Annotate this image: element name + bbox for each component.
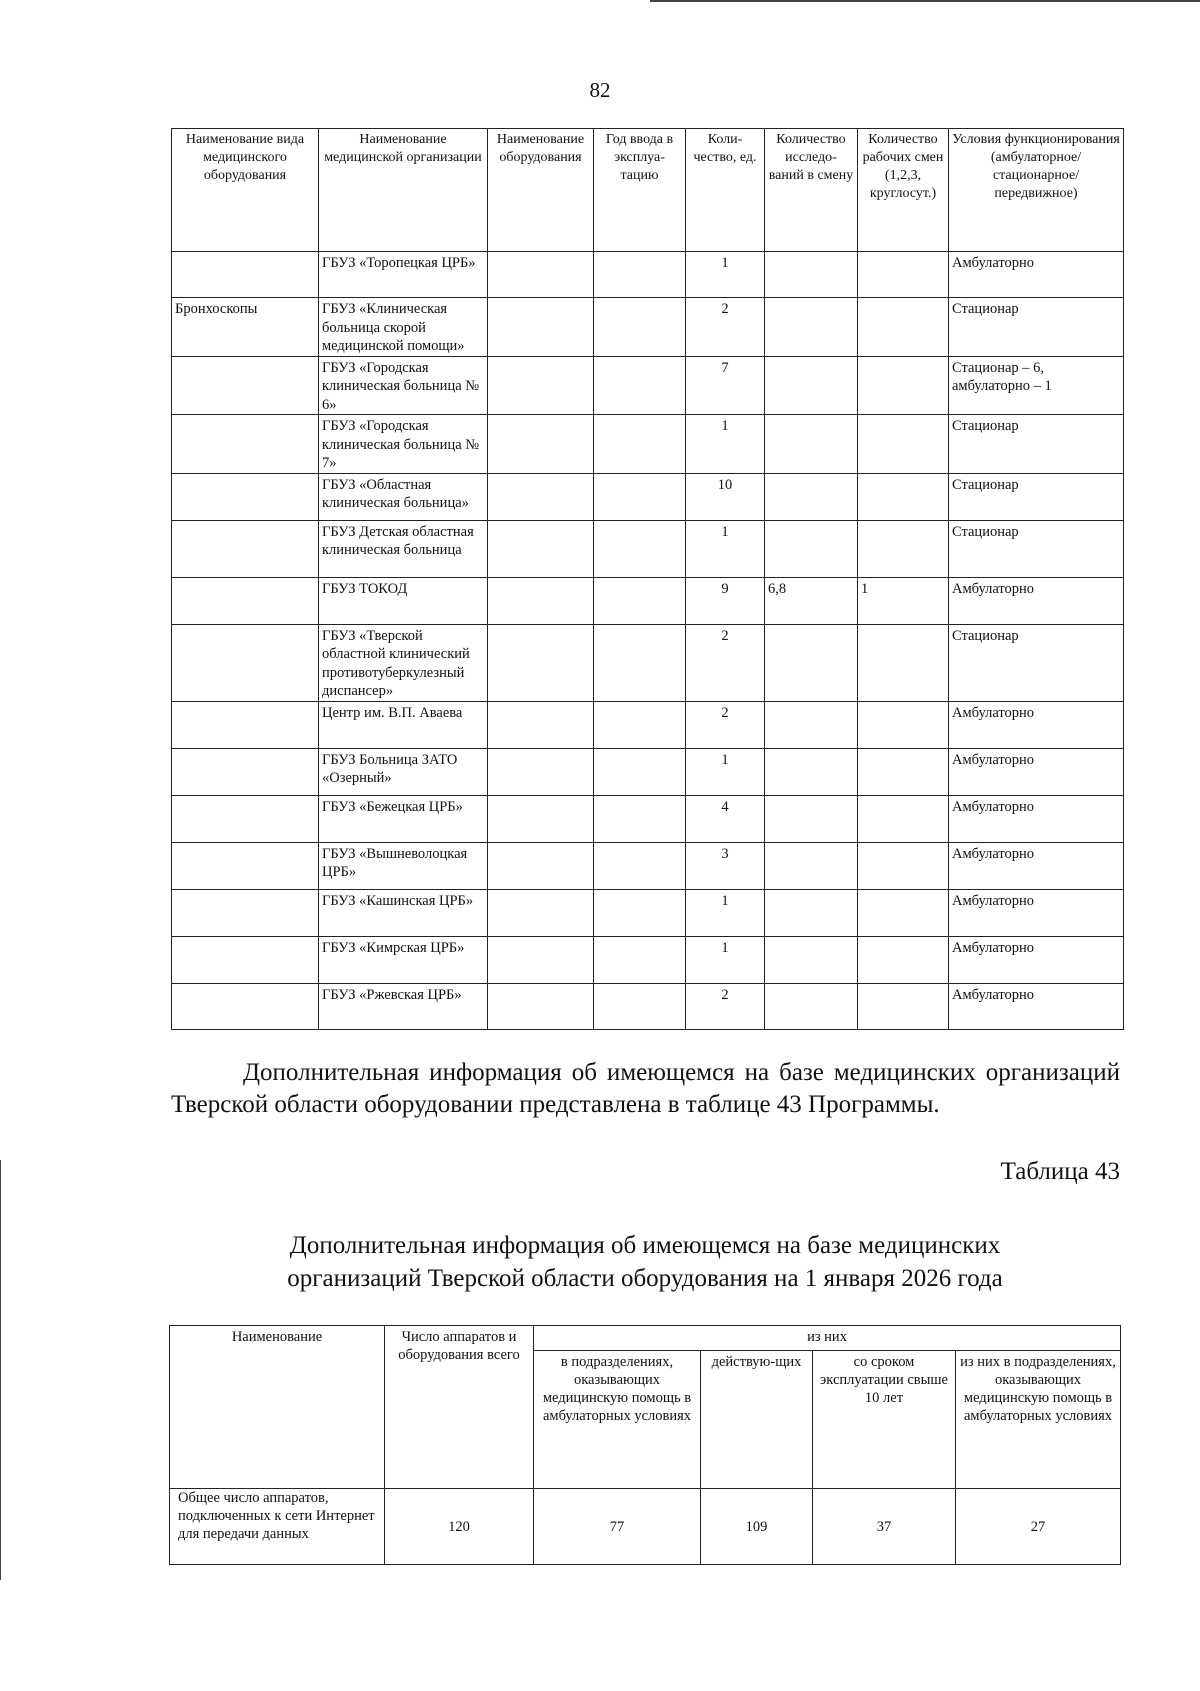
cell-conditions: Амбулаторно xyxy=(949,983,1124,1029)
cell-research-count xyxy=(765,936,858,983)
cell-shifts xyxy=(858,356,949,415)
cell-equipment-name xyxy=(488,252,594,298)
cell-conditions: Амбулаторно xyxy=(949,795,1124,842)
cell-research-count xyxy=(765,889,858,936)
cell-shifts xyxy=(858,473,949,520)
header-organization: Наименование медицинской организации xyxy=(319,129,488,252)
cell-equipment-name xyxy=(488,701,594,748)
cell-equipment-type xyxy=(172,842,319,889)
header-equipment-name: Наименование оборудования xyxy=(488,129,594,252)
table-caption xyxy=(150,1229,1140,1295)
cell-organization: Центр им. В.П. Аваева xyxy=(319,701,488,748)
cell-research-count xyxy=(765,252,858,298)
cell-quantity: 7 xyxy=(686,356,765,415)
t2-header-ambulatory: в подразделениях, оказывающих медицинскую помощь в амбулаторных условиях xyxy=(534,1351,701,1489)
cell-research-count: 6,8 xyxy=(765,577,858,624)
page-number: 82 xyxy=(589,78,611,102)
header-equipment-type: Наименование вида медицинского оборудования xyxy=(172,129,319,252)
cell-equipment-name xyxy=(488,624,594,701)
t2-header-name: Наименование xyxy=(170,1326,385,1489)
cell-equipment-type xyxy=(172,795,319,842)
cell-quantity: 2 xyxy=(686,983,765,1029)
cell-year xyxy=(594,473,686,520)
cell-organization: ГБУЗ «Торопецкая ЦРБ» xyxy=(319,252,488,298)
cell-shifts xyxy=(858,983,949,1029)
cell-organization: ГБУЗ «Ржевская ЦРБ» xyxy=(319,983,488,1029)
cell-equipment-type xyxy=(172,520,319,577)
header-conditions: Условия функционирования (амбулаторное/ стационарное/ передвижное) xyxy=(949,129,1124,252)
cell-organization: ГБУЗ Детская областная клиническая больница xyxy=(319,520,488,577)
cell-conditions: Стационар xyxy=(949,298,1124,357)
cell-shifts xyxy=(858,748,949,795)
header-shifts: Количество рабочих смен (1,2,3, круглосут.) xyxy=(858,129,949,252)
table-row xyxy=(172,577,1124,624)
cell-quantity: 1 xyxy=(686,252,765,298)
cell-shifts xyxy=(858,936,949,983)
cell-research-count xyxy=(765,520,858,577)
cell-quantity: 1 xyxy=(686,889,765,936)
cell-equipment-name xyxy=(488,983,594,1029)
cell-equipment-type xyxy=(172,415,319,474)
t2-header-over10-amb: из них в подразделениях, оказывающих медицинскую помощь в амбулаторных условиях xyxy=(956,1351,1121,1489)
cell-quantity: 9 xyxy=(686,577,765,624)
cell-equipment-name xyxy=(488,936,594,983)
cell-organization: ГБУЗ ТОКОД xyxy=(319,577,488,624)
table-row xyxy=(172,795,1124,842)
cell-conditions: Амбулаторно xyxy=(949,936,1124,983)
paragraph-text: Дополнительная информация об имеющемся на базе медицинских организаций Тверской области оборудовании представлена в таблице 43 Программы. xyxy=(171,1059,1120,1118)
cell-shifts xyxy=(858,252,949,298)
cell-equipment-type xyxy=(172,252,319,298)
table-header-row xyxy=(172,129,1124,252)
t2-header-total: Число аппаратов и оборудования всего xyxy=(385,1326,534,1489)
cell-year xyxy=(594,936,686,983)
cell-conditions: Амбулаторно xyxy=(949,252,1124,298)
cell-equipment-type xyxy=(172,624,319,701)
cell-year xyxy=(594,252,686,298)
cell-organization: ГБУЗ «Городская клиническая больница № 7» xyxy=(319,415,488,474)
cell-quantity: 10 xyxy=(686,473,765,520)
cell-conditions: Стационар xyxy=(949,624,1124,701)
t2-header-of-them: из них xyxy=(534,1326,1121,1351)
cell-quantity: 1 xyxy=(686,748,765,795)
cell-conditions: Амбулаторно xyxy=(949,889,1124,936)
cell-research-count xyxy=(765,701,858,748)
cell-conditions: Стационар xyxy=(949,415,1124,474)
cell-equipment-name xyxy=(488,889,594,936)
cell-research-count xyxy=(765,748,858,795)
cell-equipment-name xyxy=(488,842,594,889)
t2-row-over10-amb: 27 xyxy=(956,1489,1121,1565)
cell-research-count xyxy=(765,415,858,474)
cell-research-count xyxy=(765,624,858,701)
cell-quantity: 1 xyxy=(686,415,765,474)
cell-year xyxy=(594,842,686,889)
cell-conditions: Амбулаторно xyxy=(949,701,1124,748)
table-number-label: Таблица 43 xyxy=(1000,1158,1120,1185)
table-row xyxy=(172,842,1124,889)
cell-shifts xyxy=(858,795,949,842)
cell-year xyxy=(594,889,686,936)
cell-equipment-name xyxy=(488,473,594,520)
cell-equipment-name xyxy=(488,298,594,357)
cell-organization: ГБУЗ «Кимрская ЦРБ» xyxy=(319,936,488,983)
cell-year xyxy=(594,624,686,701)
cell-year xyxy=(594,298,686,357)
cell-shifts xyxy=(858,520,949,577)
cell-quantity: 2 xyxy=(686,298,765,357)
cell-year xyxy=(594,795,686,842)
cell-year xyxy=(594,415,686,474)
t2-row-total: 120 xyxy=(385,1489,534,1565)
cell-organization: ГБУЗ «Вышневолоцкая ЦРБ» xyxy=(319,842,488,889)
t2-row-ambulatory: 77 xyxy=(534,1489,701,1565)
header-quantity: Коли-чество, ед. xyxy=(686,129,765,252)
cell-shifts xyxy=(858,701,949,748)
cell-quantity: 1 xyxy=(686,936,765,983)
cell-quantity: 4 xyxy=(686,795,765,842)
table-row xyxy=(170,1489,1121,1565)
scan-edge-left xyxy=(0,1160,1,1580)
equipment-table xyxy=(171,128,1124,1030)
t2-row-over10: 37 xyxy=(813,1489,956,1565)
header-year: Год ввода в эксплуа-тацию xyxy=(594,129,686,252)
cell-equipment-type xyxy=(172,936,319,983)
cell-equipment-type xyxy=(172,577,319,624)
table2-header-row xyxy=(170,1326,1121,1351)
cell-equipment-name xyxy=(488,520,594,577)
cell-year xyxy=(594,701,686,748)
cell-year xyxy=(594,520,686,577)
scan-edge-top xyxy=(650,0,1200,2)
table-row xyxy=(172,748,1124,795)
table-row xyxy=(172,473,1124,520)
cell-equipment-type xyxy=(172,889,319,936)
table-row xyxy=(172,983,1124,1029)
cell-quantity: 3 xyxy=(686,842,765,889)
t2-row-label: Общее число аппаратов, подключенных к сети Интернет для передачи данных xyxy=(170,1489,385,1565)
cell-organization: ГБУЗ «Тверской областной клинический противотуберкулезный диспансер» xyxy=(319,624,488,701)
cell-organization: ГБУЗ «Клиническая больница скорой медицинской помощи» xyxy=(319,298,488,357)
table-row xyxy=(172,252,1124,298)
internet-equipment-table xyxy=(169,1325,1121,1565)
cell-quantity: 2 xyxy=(686,624,765,701)
table-row xyxy=(172,889,1124,936)
t2-row-active: 109 xyxy=(701,1489,813,1565)
cell-year xyxy=(594,748,686,795)
cell-year xyxy=(594,356,686,415)
cell-conditions: Амбулаторно xyxy=(949,748,1124,795)
info-paragraph xyxy=(171,1057,1120,1121)
cell-equipment-name xyxy=(488,356,594,415)
cell-research-count xyxy=(765,473,858,520)
cell-shifts xyxy=(858,624,949,701)
table-row xyxy=(172,624,1124,701)
t2-header-over10: со сроком эксплуатации свыше 10 лет xyxy=(813,1351,956,1489)
table-row xyxy=(172,415,1124,474)
cell-shifts xyxy=(858,889,949,936)
cell-organization: ГБУЗ «Городская клиническая больница № 6» xyxy=(319,356,488,415)
cell-research-count xyxy=(765,795,858,842)
caption-line-1: Дополнительная информация об имеющемся на базе медицинских xyxy=(289,1232,1001,1259)
table-row xyxy=(172,298,1124,357)
cell-research-count xyxy=(765,983,858,1029)
cell-organization: ГБУЗ «Бежецкая ЦРБ» xyxy=(319,795,488,842)
cell-equipment-name xyxy=(488,795,594,842)
cell-quantity: 2 xyxy=(686,701,765,748)
cell-research-count xyxy=(765,298,858,357)
cell-equipment-type xyxy=(172,748,319,795)
cell-organization: ГБУЗ «Областная клиническая больница» xyxy=(319,473,488,520)
cell-year xyxy=(594,577,686,624)
cell-equipment-type xyxy=(172,983,319,1029)
cell-equipment-type xyxy=(172,473,319,520)
cell-equipment-name xyxy=(488,415,594,474)
cell-organization: ГБУЗ Больница ЗАТО «Озерный» xyxy=(319,748,488,795)
cell-research-count xyxy=(765,842,858,889)
cell-year xyxy=(594,983,686,1029)
cell-research-count xyxy=(765,356,858,415)
cell-conditions: Стационар – 6, амбулаторно – 1 xyxy=(949,356,1124,415)
cell-equipment-name xyxy=(488,577,594,624)
cell-conditions: Амбулаторно xyxy=(949,577,1124,624)
table-row xyxy=(172,356,1124,415)
cell-conditions: Стационар xyxy=(949,520,1124,577)
table-row xyxy=(172,520,1124,577)
caption-line-2: организаций Тверской области оборудования на 1 января 2026 года xyxy=(287,1265,1003,1292)
cell-equipment-type: Бронхоскопы xyxy=(172,298,319,357)
table-row xyxy=(172,936,1124,983)
cell-equipment-name xyxy=(488,748,594,795)
table-row xyxy=(172,701,1124,748)
t2-header-active: действую-щих xyxy=(701,1351,813,1489)
cell-shifts xyxy=(858,298,949,357)
header-research-count: Количество исследо-ваний в смену xyxy=(765,129,858,252)
cell-equipment-type xyxy=(172,701,319,748)
cell-conditions: Стационар xyxy=(949,473,1124,520)
cell-quantity: 1 xyxy=(686,520,765,577)
cell-equipment-type xyxy=(172,356,319,415)
cell-organization: ГБУЗ «Кашинская ЦРБ» xyxy=(319,889,488,936)
cell-conditions: Амбулаторно xyxy=(949,842,1124,889)
cell-shifts: 1 xyxy=(858,577,949,624)
cell-shifts xyxy=(858,415,949,474)
cell-shifts xyxy=(858,842,949,889)
